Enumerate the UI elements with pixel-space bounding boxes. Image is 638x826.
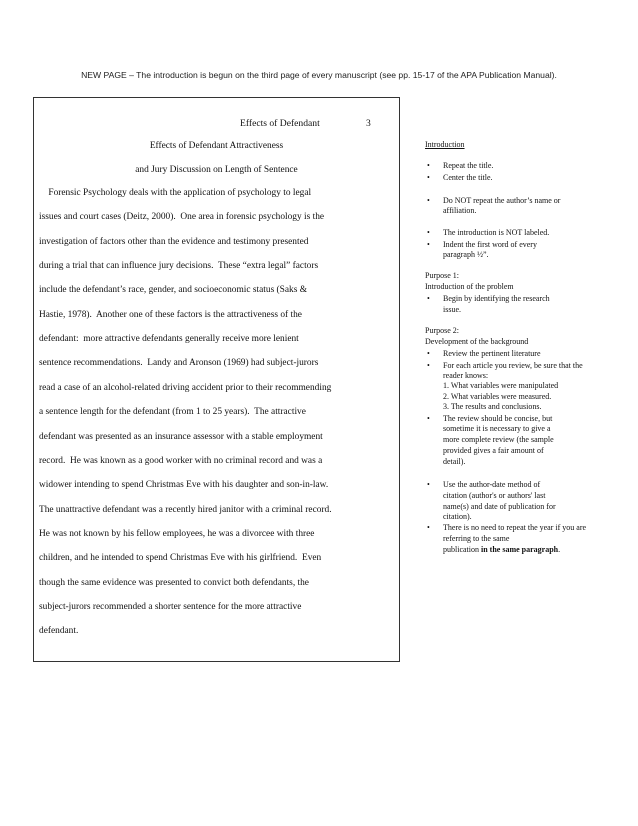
- bullet-4: •: [427, 228, 430, 237]
- note-no-repeat-year-2: referring to the same: [443, 534, 510, 543]
- purpose-1-subtitle: Introduction of the problem: [425, 282, 514, 291]
- bullet-10: •: [427, 480, 430, 489]
- note-repeat-title: Repeat the title.: [443, 161, 494, 170]
- body-line: The unattractive defendant was a recently hired janitor with a criminal record.: [39, 504, 332, 515]
- note-each-article-2: reader knows:: [443, 371, 489, 380]
- note-center-title: Center the title.: [443, 173, 493, 182]
- bullet-2: •: [427, 173, 430, 182]
- bullet-11: •: [427, 523, 430, 532]
- purpose-2-subtitle: Development of the background: [425, 337, 529, 346]
- body-line: children, and he intended to spend Christmas Eve with his girlfriend. Even: [39, 553, 322, 564]
- note-no-repeat-year-3-bold: in the same paragraph: [481, 545, 559, 554]
- note-concise-1: The review should be concise, but: [443, 414, 553, 423]
- bullet-8: •: [427, 361, 430, 370]
- body-line: Forensic Psychology deals with the application of psychology to legal: [39, 188, 312, 198]
- note-citation-4: citation).: [443, 512, 472, 521]
- note-concise-2: sometime it is necessary to give a: [443, 424, 551, 433]
- note-citation-2: citation (author's or authors' last: [443, 491, 546, 500]
- note-concise-3: more complete review (the sample: [443, 435, 554, 444]
- paper-title-line-1: Effects of Defendant Attractiveness: [149, 141, 284, 151]
- body-line: issues and court cases (Deitz, 2000). One area in forensic psychology is the: [39, 212, 325, 223]
- note-concise-4: provided gives a fair amount of: [443, 446, 544, 455]
- body-line: defendant.: [39, 626, 79, 637]
- note-review-literature: Review the pertinent literature: [443, 349, 541, 358]
- bullet-7: •: [427, 349, 430, 358]
- note-numbered-3: 3. The results and conclusions.: [443, 402, 542, 411]
- body-line: sentence recommendations. Landy and Aronson (1969) had subject-jurors: [39, 358, 319, 369]
- note-each-article-1: For each article you review, be sure that the: [443, 361, 583, 370]
- bullet-3: •: [427, 196, 430, 205]
- bullet-9: •: [427, 414, 430, 423]
- body-line: include the defendant’s race, gender, and socioeconomic status (Saks &: [39, 285, 308, 296]
- note-numbered-1: 1. What variables were manipulated: [443, 381, 559, 390]
- note-citation-3: name(s) and date of publication for: [443, 502, 556, 511]
- body-line: read a case of an alcohol-related driving accident prior to their recommending: [39, 382, 332, 393]
- note-no-repeat-year-3-post: .: [558, 545, 561, 554]
- note-citation-1: Use the author-date method of: [443, 480, 541, 489]
- paper-title-line-2: and Jury Discussion on Length of Sentence: [135, 165, 298, 175]
- body-line: a sentence length for the defendant (from 1 to 25 years). The attractive: [39, 407, 306, 418]
- instruction-banner: NEW PAGE – The introduction is begun on the third page of every manuscript (see pp. 15-17 of the APA Publication Manual).: [81, 70, 557, 80]
- note-no-repeat-year-3: [443, 545, 560, 555]
- body-line: though the same evidence was presented to convict both defendants, the: [39, 577, 309, 588]
- body-line: defendant was presented as an insurance assessor with a stable employment: [39, 431, 323, 442]
- note-indent-2: paragraph ½”.: [443, 250, 489, 259]
- body-line: defendant: more attractive defendants generally receive more lenient: [39, 334, 299, 345]
- note-no-author-1: Do NOT repeat the author’s name or: [443, 196, 561, 205]
- note-research-issue-2: issue.: [443, 305, 461, 314]
- page-number: 3: [366, 118, 371, 129]
- note-indent-1: Indent the first word of every: [443, 240, 537, 249]
- bullet-5: •: [427, 240, 430, 249]
- body-line: investigation of factors other than the evidence and testimony presented: [39, 236, 309, 247]
- body-line: record. He was known as a good worker with no criminal record and was a: [39, 455, 323, 466]
- body-line: Hastie, 1978). Another one of these factors is the attractiveness of the: [39, 309, 302, 320]
- bullet-1: •: [427, 161, 430, 170]
- note-concise-5: detail).: [443, 457, 466, 466]
- note-no-repeat-year-1: There is no need to repeat the year if you are: [443, 523, 587, 532]
- body-line: widower intending to spend Christmas Eve with his daughter and son-in-law.: [39, 480, 329, 491]
- bullet-6: •: [427, 294, 430, 303]
- note-no-author-2: affiliation.: [443, 206, 477, 215]
- purpose-1-title: Purpose 1:: [425, 271, 459, 280]
- purpose-2-title: Purpose 2:: [425, 326, 459, 335]
- note-not-labeled: The introduction is NOT labeled.: [443, 228, 550, 237]
- note-numbered-2: 2. What variables were measured.: [443, 392, 552, 401]
- note-research-issue-1: Begin by identifying the research: [443, 294, 550, 303]
- note-no-repeat-year-3-pre: publication: [443, 545, 481, 554]
- body-line: He was not known by his fellow employees, he was a divorcee with three: [39, 528, 315, 539]
- notes-heading: Introduction: [425, 140, 465, 149]
- body-line: subject-jurors recommended a shorter sentence for the more attractive: [39, 601, 302, 612]
- running-head: [240, 118, 375, 129]
- body-line: during a trial that can influence jury decisions. These “extra legal” factors: [39, 261, 319, 272]
- running-head-text: Effects of Defendant: [240, 118, 320, 129]
